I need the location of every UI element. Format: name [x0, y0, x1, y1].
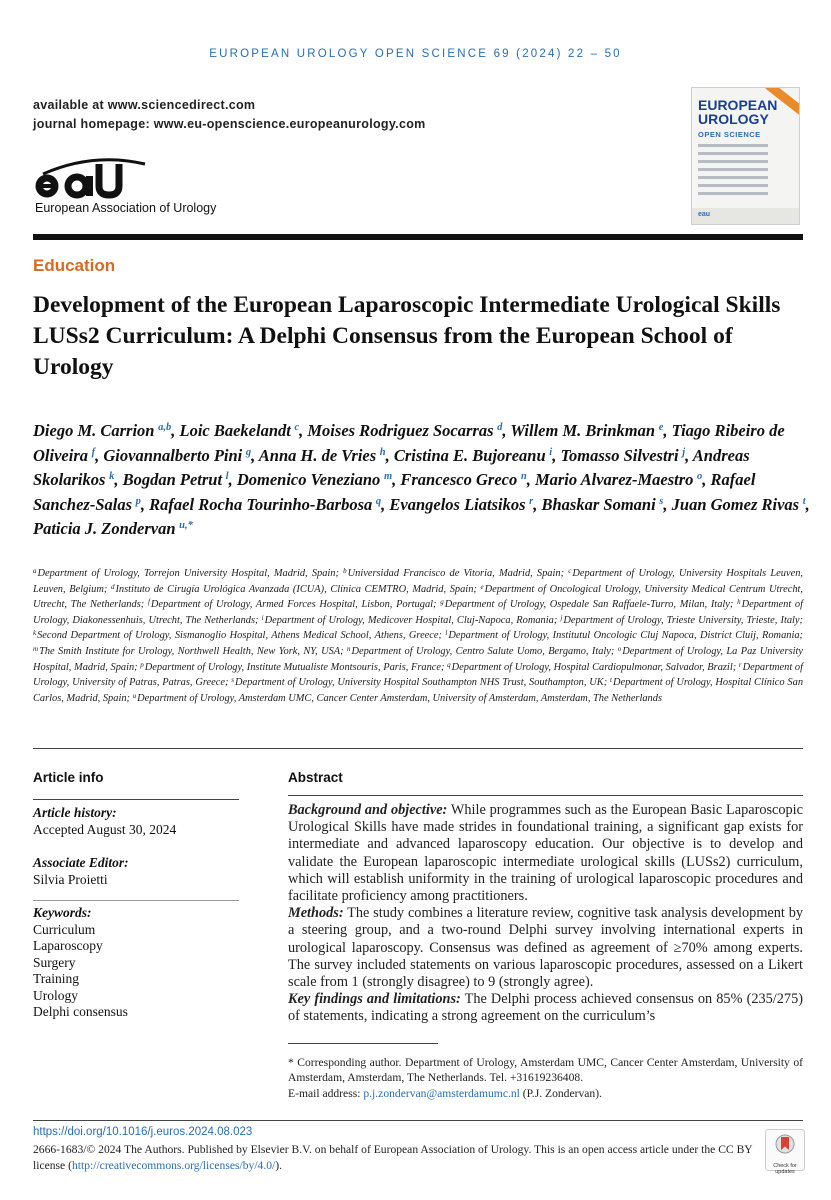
footer-divider — [33, 1120, 803, 1121]
abstract-body — [288, 802, 803, 1026]
affiliation-key: r — [738, 660, 742, 669]
email-suffix: (P.J. Zondervan). — [522, 1086, 602, 1100]
abstract-divider — [288, 795, 803, 796]
author-affiliation-marker[interactable]: c — [291, 422, 300, 433]
affiliation-key: i — [261, 613, 264, 622]
license-note: 2666-1683/© 2024 The Authors. Published by Elsevier B.V. on behalf of European Association of Urology. This is an open access article under the CC BY license (http://creativecommons.org/licenses/by/4.0/). — [33, 1143, 753, 1172]
footnote-text: * Corresponding author. Department of Urology, Amsterdam UMC, Cancer Center Amsterdam, University of Amsterdam, Amsterdam, The Netherlands. Tel. +31619236408. — [288, 1056, 803, 1085]
author-list: Diego M. Carrion $^{a,b}$, Loic Baekelandt $^c$, Moises Rodriguez Socarras $^d$, Willem M. Brinkman $^e$, Tiago Ribeiro de Oliveira $^f$, Giovannalberto Pini $^g$, Anna H. de Vries $^h$, Cristina E. Bujoreanu $^i$, Tomasso Silvestri $^j$, Andreas Skolarikos $^k$, Bogdan Petrut $^l$, Domenico Veneziano $^m$, Francesco Greco $^n$, Mario Alvarez-Maestro $^o$, Rafael Sanchez-Salas $^p$, Rafael Rocha Tourinho-Barbosa $^q$, Evangelos Liatsikos $^r$, Bhaskar Somani $^s$, Juan Gomez Rivas $^t$, Paticia J. Zondervan $^{u,*}$ — [33, 421, 810, 538]
affiliation-text: Department of Urology, Amsterdam UMC, Cancer Center Amsterdam, University of Amsterdam, Amsterdam, The Netherlands — [137, 692, 662, 704]
affiliation-text: Instituto de Cirugía Urológica Avanzada (ICUA), Clínica CEMTRO, Madrid, Spain; — [115, 583, 477, 595]
available-at-link[interactable]: available at www.sciencedirect.com — [33, 98, 256, 112]
cover-title: EUROPEAN UROLOGY — [698, 97, 778, 127]
keyword-item: Laparoscopy — [33, 938, 103, 953]
affiliation-text: Department of Urology, Armed Forces Hospital, Lisbon, Portugal; — [150, 599, 437, 611]
author-name[interactable]: Rafael Sanchez-Salas — [33, 470, 756, 514]
affiliation-text: Department of Urology, University of Patras, Patras, Greece; — [33, 661, 803, 689]
author-affiliation-marker[interactable]: a,b — [155, 422, 172, 433]
author-affiliation-marker[interactable]: k — [106, 471, 115, 482]
license-text: 2666-1683/© 2024 The Authors. Published by Elsevier B.V. on behalf of European Association of Urology. This is an open access article under the CC BY license — [33, 1143, 753, 1172]
history-value: Accepted August 30, 2024 — [33, 821, 177, 837]
corresponding-footnote — [288, 1055, 803, 1101]
affiliation-key: d — [110, 582, 115, 591]
affiliation-text: Department of Urology, Trieste University, Trieste, Italy; — [563, 614, 803, 626]
affiliation-text: Department of Urology, University Hospital Southampton NHS Trust, Southampton, UK; — [234, 677, 608, 689]
check-for-updates-badge[interactable] — [765, 1129, 805, 1175]
author-name[interactable]: Juan Gomez Rivas — [671, 494, 800, 514]
journal-homepage-link[interactable]: journal homepage: www.eu-openscience.europeanurology.com — [33, 117, 426, 131]
author-affiliation-marker[interactable]: q — [373, 495, 382, 507]
background-text: While programmes such as the European Basic Laparoscopic Urological Skills have made strides in foundational training, a significant gap exists for intermediate and advanced laparoscopy education. Our objective is to develop and validate the European laparoscopic intermediate urological skills (LUSs2) curriculum, which will establish uniformity in the training of urological laparoscopic procedures and facilitate proficiency among practitioners. — [288, 802, 804, 905]
affiliation-key: k — [33, 629, 37, 638]
abstract-heading: Abstract — [288, 770, 343, 785]
keyword-item: Training — [33, 971, 80, 986]
article-info-heading: Article info — [33, 770, 104, 785]
author-name[interactable]: Diego M. Carrion — [33, 421, 155, 440]
license-link[interactable]: http://creativecommons.org/licenses/by/4.0/ — [71, 1158, 276, 1172]
affiliation-key: u — [132, 691, 137, 700]
affiliation-key: p — [140, 660, 144, 669]
affiliation-text: Department of Urology, Diakonessenhuis, Utrecht, The Netherlands; — [33, 599, 803, 626]
author-affiliation-marker[interactable]: j — [679, 446, 686, 458]
author-affiliation-marker[interactable]: l — [223, 471, 229, 482]
author-name[interactable]: Francesco Greco — [400, 470, 518, 489]
keywords-label: Keywords: — [33, 905, 92, 920]
author-name[interactable]: Andreas Skolarikos — [33, 445, 750, 489]
affiliation-key: s — [231, 676, 234, 685]
affiliation-key: l — [445, 629, 448, 638]
author-affiliation-marker[interactable]: i — [546, 446, 553, 458]
findings-text: The Delphi process achieved consensus on 85% (235/275) of statements, indicating a strong agreement on the curriculum’s — [288, 991, 803, 1025]
article-history — [33, 805, 243, 838]
author-affiliation-marker[interactable]: o — [694, 471, 703, 482]
section-label: Education — [33, 256, 116, 275]
author-affiliation-marker[interactable]: h — [377, 446, 386, 458]
author-name[interactable]: Domenico Veneziano — [236, 470, 381, 489]
author-name[interactable]: Anna H. de Vries — [258, 445, 377, 465]
affiliation-key: t — [610, 676, 612, 685]
author-name[interactable]: Rafael Rocha Tourinho-Barbosa — [149, 494, 373, 514]
keyword-item: Surgery — [33, 954, 76, 970]
author-affiliation-marker[interactable]: t — [800, 495, 806, 507]
doi-link[interactable]: https://doi.org/10.1016/j.euros.2024.08.023 — [33, 1126, 253, 1138]
author-name[interactable]: Loic Baekelandt — [179, 421, 291, 440]
affiliation-text: Department of Oncological Urology, University Medical Centrum Utrecht, Utrecht, The Netherlands; — [33, 583, 803, 611]
email-link[interactable]: p.j.zondervan@amsterdamumc.nl — [363, 1086, 520, 1100]
author-name[interactable]: Tiago Ribeiro de Oliveira — [33, 421, 785, 465]
keywords — [33, 905, 243, 1021]
keywords-divider — [33, 900, 239, 901]
affiliation-text: Department of Urology, Institutul Oncologic Cluj Napoca, District Cluij, Romania; — [448, 630, 803, 642]
author-affiliation-marker[interactable]: f — [89, 446, 96, 458]
author-affiliation-marker[interactable]: n — [518, 471, 527, 482]
methods-text: The study combines a literature review, cognitive task analysis development by a steering group, and a two-round Delphi survey involving international experts in urological laparoscopy. Consensus was defined as agreement of ≥70% among experts. The survey included statements on various laparoscopic procedures, assessed on a Likert scale from 1 (strongly disagree) to 9 (strongly agree). — [288, 905, 803, 991]
header-divider — [33, 234, 803, 240]
affiliation-text: Department of Urology, Torrejon University Hospital, Madrid, Spain; — [37, 568, 339, 579]
author-name[interactable]: Bhaskar Somani — [541, 494, 656, 514]
author-name[interactable]: Mario Alvarez-Maestro — [534, 470, 694, 489]
author-name[interactable]: Bogdan Petrut — [122, 470, 223, 489]
affiliation-text: Department of Urology, Hospital Clínico San Carlos, Madrid, Spain; — [33, 677, 804, 704]
findings-label: Key findings and limitations: — [288, 991, 461, 1008]
author-affiliation-marker[interactable]: p — [133, 495, 141, 507]
affiliation-key: c — [568, 567, 572, 575]
availability-block — [33, 96, 426, 134]
author-affiliation-marker[interactable]: s — [656, 495, 664, 507]
badge-label: Check for updates — [773, 1163, 797, 1175]
email-label: E-mail address: — [288, 1086, 361, 1100]
cover-text-lines — [698, 144, 768, 200]
footnote-email — [288, 1086, 803, 1101]
affiliation-key: a — [33, 567, 37, 575]
abstract-findings — [288, 991, 803, 1025]
affiliation-text: Department of Urology, Hospital Cardiopulmonar, Salvador, Brazil; — [451, 661, 737, 673]
abstract-background — [288, 802, 803, 905]
author-affiliation-marker[interactable]: e — [656, 422, 664, 433]
author-name[interactable]: Evangelos Liatsikos — [389, 494, 526, 514]
affiliation-divider — [33, 748, 803, 749]
author-name[interactable]: Moises Rodriguez Socarras — [307, 421, 494, 440]
affiliation-text: Department of Urology, Ospedale San Raffaele-Turro, Milan, Italy; — [444, 599, 734, 611]
journal-citation: EUROPEAN UROLOGY OPEN SCIENCE 69 (2024) 22 – 50 — [209, 48, 622, 60]
background-label: Background and objective: — [288, 802, 448, 818]
affiliation-text: Department of Urology, Centro Salute Uomo, Bergamo, Italy; — [351, 645, 615, 657]
affiliation-text: Department of Urology, La Paz University Hospital, Madrid, Spain; — [33, 645, 804, 673]
affiliation-text: Department of Urology, University Hospitals Leuven, Leuven, Belgium; — [33, 568, 803, 595]
affiliation-key: j — [560, 613, 563, 622]
bookmark-icon — [774, 1133, 796, 1157]
article-info-divider — [33, 799, 239, 800]
affiliation-key: m — [33, 644, 39, 653]
affiliation-text: The Smith Institute for Urology, Northwell Health, New York, NY, USA; — [39, 645, 344, 657]
editor-label: Associate Editor: — [33, 855, 129, 870]
keyword-list — [33, 922, 243, 1021]
article-title: Development of the European Laparoscopic Intermediate Urological Skills LUSs2 Curriculum: A Delphi Consensus from the European School of Urology — [33, 292, 781, 380]
author-name[interactable]: Paticia J. Zondervan — [33, 519, 176, 538]
cover-subtitle: OPEN SCIENCE — [698, 130, 761, 139]
abstract-methods — [288, 905, 803, 991]
affiliation-text: Universidad Francisco de Vitoria, Madrid, Spain; — [347, 568, 565, 579]
cover-logo: eau — [698, 211, 711, 218]
affiliation-key: q — [447, 660, 451, 669]
history-label: Article history: — [33, 805, 117, 820]
keyword-item: Curriculum — [33, 921, 96, 937]
affiliations — [33, 566, 803, 706]
affiliation-text: Second Department of Urology, Sismanoglio Hospital, Athens Medical School, Athens, Greece; — [37, 630, 442, 642]
author-name[interactable]: Willem M. Brinkman — [510, 421, 656, 440]
affiliation-key: n — [347, 644, 351, 653]
author-name[interactable]: Tomasso Silvestri — [560, 445, 679, 465]
keyword-item: Delphi consensus — [33, 1004, 128, 1019]
affiliation-key: e — [480, 582, 484, 591]
affiliation-key: f — [147, 598, 150, 607]
keyword-item: Urology — [33, 987, 78, 1003]
author-affiliation-marker[interactable]: r — [526, 495, 534, 507]
author-affiliation-marker[interactable]: u,* — [176, 520, 193, 531]
affiliation-text: Department of Urology, Institute Mutualiste Montsouris, Paris, France; — [144, 661, 445, 673]
author-affiliation-marker[interactable]: m — [381, 471, 393, 482]
author-name[interactable]: Giovannalberto Pini — [103, 445, 243, 465]
footnote-divider — [288, 1043, 438, 1044]
author-affiliation-marker[interactable]: g — [243, 446, 252, 458]
author-affiliation-marker[interactable]: d — [494, 422, 503, 433]
affiliation-key: g — [440, 598, 444, 607]
eau-name: European Association of Urology — [35, 201, 217, 215]
journal-cover[interactable] — [691, 87, 800, 225]
affiliation-key: o — [617, 644, 622, 653]
editor-value: Silvia Proietti — [33, 871, 108, 887]
methods-label: Methods: — [288, 905, 344, 922]
cover-footer — [692, 208, 799, 224]
affiliation-text: Department of Urology, Medicover Hospital, Cluj-Napoca, Romania; — [264, 614, 558, 626]
author-name[interactable]: Cristina E. Bujoreanu — [393, 445, 546, 465]
affiliation-key: h — [737, 598, 741, 607]
associate-editor — [33, 855, 243, 888]
affiliation-key: b — [343, 567, 347, 575]
